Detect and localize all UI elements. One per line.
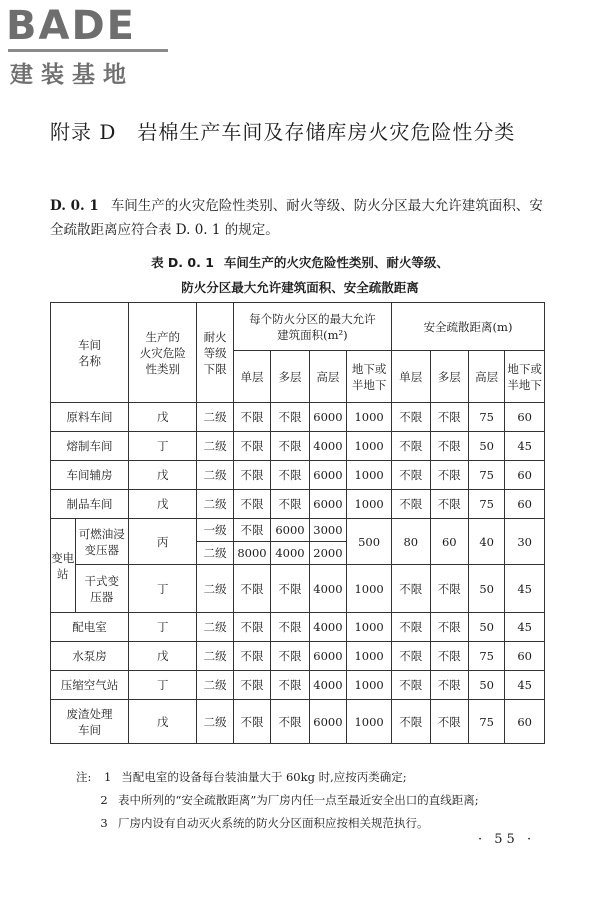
hazard-category: 丁 — [129, 565, 197, 613]
header-evacuation-distance: 安全疏散距离(m) — [392, 303, 545, 351]
area-value: 1000 — [347, 671, 392, 700]
area-value: 不限 — [233, 490, 270, 519]
header-distance-col: 单层 — [392, 351, 430, 403]
area-value: 不限 — [233, 565, 270, 613]
hazard-category: 丁 — [129, 613, 197, 642]
note-item-1 — [76, 766, 556, 789]
table-caption-text1: 车间生产的火灾危险性类别、耐火等级、 — [223, 255, 449, 270]
workshop-name: 制品车间 — [51, 490, 129, 519]
fire-rating: 二级 — [197, 700, 233, 744]
hazard-category: 戊 — [129, 700, 197, 744]
table-header-row — [51, 303, 545, 351]
clause-paragraph — [50, 194, 550, 242]
logo-brand: BADE — [6, 3, 136, 49]
hazard-category: 戊 — [129, 490, 197, 519]
distance-value: 不限 — [392, 565, 430, 613]
header-area-col: 单层 — [233, 351, 270, 403]
notes-label: 注: — [76, 770, 92, 784]
distance-value: 不限 — [392, 671, 430, 700]
area-value: 1000 — [347, 490, 392, 519]
area-value: 不限 — [271, 700, 309, 744]
distance-value: 75 — [469, 490, 505, 519]
fire-hazard-table — [50, 302, 545, 744]
header-area-col: 多层 — [271, 351, 309, 403]
hazard-category: 丙 — [129, 519, 197, 565]
area-value: 不限 — [271, 671, 309, 700]
distance-value: 不限 — [430, 432, 468, 461]
distance-value: 不限 — [430, 565, 468, 613]
appendix-title: 附录 D 岩棉生产车间及存储库房火灾危险性分类 — [50, 120, 516, 144]
fire-rating: 二级 — [197, 403, 233, 432]
distance-value: 75 — [469, 700, 505, 744]
distance-value: 45 — [505, 432, 545, 461]
area-value: 6000 — [309, 700, 346, 744]
area-value: 不限 — [271, 403, 309, 432]
area-value: 不限 — [233, 403, 270, 432]
clause-number: D. 0. 1 — [50, 198, 99, 214]
distance-value: 60 — [505, 403, 545, 432]
note-text: 厂房内设有自动灭火系统的防火分区面积应按相关规范执行。 — [118, 816, 429, 830]
distance-value: 45 — [505, 671, 545, 700]
distance-value: 不限 — [430, 700, 468, 744]
area-value: 4000 — [309, 613, 346, 642]
area-value: 6000 — [309, 642, 346, 671]
table-row — [51, 700, 545, 744]
distance-value: 50 — [469, 432, 505, 461]
table-row — [51, 613, 545, 642]
distance-value: 50 — [469, 613, 505, 642]
workshop-name: 车间辅房 — [51, 461, 129, 490]
header-fire-rating: 耐火 等级 下限 — [197, 303, 233, 403]
table-row — [51, 432, 545, 461]
area-value: 不限 — [233, 700, 270, 744]
table-caption — [50, 250, 550, 300]
distance-value: 80 — [392, 519, 430, 565]
fire-rating: 一级 — [197, 519, 233, 542]
area-value: 1000 — [347, 613, 392, 642]
fire-rating: 二级 — [197, 613, 233, 642]
note-item-2 — [76, 789, 556, 812]
distance-value: 不限 — [430, 613, 468, 642]
area-value: 不限 — [271, 565, 309, 613]
distance-value: 45 — [505, 565, 545, 613]
hazard-category: 丁 — [129, 671, 197, 700]
distance-value: 不限 — [430, 671, 468, 700]
area-value: 不限 — [271, 461, 309, 490]
area-value: 1000 — [347, 565, 392, 613]
area-value: 6000 — [309, 490, 346, 519]
header-workshop: 车间 名称 — [51, 303, 129, 403]
distance-value: 不限 — [430, 490, 468, 519]
clause-text: 车间生产的火灾危险性类别、耐火等级、防火分区最大允许建筑面积、安全疏散距离应符合表 D. 0. 1 的规定。 — [50, 198, 543, 238]
workshop-name: 可燃油浸 变压器 — [75, 519, 128, 565]
distance-value: 50 — [469, 565, 505, 613]
note-text: 表中所列的“安全疏散距离”为厂房内任一点至最近安全出口的直线距离; — [118, 793, 479, 807]
note-number: 2 — [100, 793, 108, 807]
distance-value: 40 — [469, 519, 505, 565]
fire-rating: 二级 — [197, 671, 233, 700]
header-area-col: 高层 — [309, 351, 346, 403]
table-row — [51, 519, 545, 542]
distance-value: 75 — [469, 642, 505, 671]
header-max-area: 每个防火分区的最大允许 建筑面积(m²) — [233, 303, 391, 351]
area-value: 不限 — [271, 490, 309, 519]
hazard-category: 戊 — [129, 403, 197, 432]
header-distance-col: 高层 — [469, 351, 505, 403]
distance-value: 不限 — [392, 432, 430, 461]
distance-value: 不限 — [430, 461, 468, 490]
area-value: 4000 — [271, 542, 309, 565]
area-value: 1000 — [347, 403, 392, 432]
table-row — [51, 403, 545, 432]
distance-value: 75 — [469, 403, 505, 432]
distance-value: 60 — [430, 519, 468, 565]
area-value: 1000 — [347, 642, 392, 671]
logo-subtitle: 建装基地 — [10, 62, 134, 88]
distance-value: 60 — [505, 700, 545, 744]
area-value: 4000 — [309, 565, 346, 613]
fire-rating: 二级 — [197, 565, 233, 613]
area-value: 不限 — [271, 642, 309, 671]
page-number: · 55 · — [478, 832, 536, 847]
workshop-name: 配电室 — [51, 613, 129, 642]
area-value: 8000 — [233, 542, 270, 565]
area-value: 6000 — [309, 403, 346, 432]
area-value: 1000 — [347, 461, 392, 490]
fire-rating: 二级 — [197, 642, 233, 671]
header-distance-col: 多层 — [430, 351, 468, 403]
area-value: 不限 — [271, 613, 309, 642]
table-caption-line2: 防火分区最大允许建筑面积、安全疏散距离 — [181, 280, 419, 295]
area-value: 1000 — [347, 432, 392, 461]
area-value: 不限 — [233, 642, 270, 671]
table-row — [51, 671, 545, 700]
area-value: 2000 — [309, 542, 346, 565]
distance-value: 不限 — [392, 700, 430, 744]
area-value: 不限 — [233, 613, 270, 642]
header-area-col: 地下或 半地下 — [347, 351, 392, 403]
area-value: 不限 — [271, 432, 309, 461]
fire-rating: 二级 — [197, 432, 233, 461]
table-notes — [76, 766, 556, 835]
distance-value: 不限 — [392, 461, 430, 490]
table-row — [51, 461, 545, 490]
hazard-category: 戊 — [129, 461, 197, 490]
fire-rating: 二级 — [197, 490, 233, 519]
workshop-name: 压缩空气站 — [51, 671, 129, 700]
distance-value: 60 — [505, 461, 545, 490]
note-text: 当配电室的设备每台装油量大于 60kg 时,应按丙类确定; — [121, 770, 407, 784]
distance-value: 75 — [469, 461, 505, 490]
area-value: 6000 — [271, 519, 309, 542]
note-number: 3 — [100, 816, 108, 830]
hazard-category: 丁 — [129, 432, 197, 461]
area-value: 6000 — [309, 461, 346, 490]
area-value: 不限 — [233, 432, 270, 461]
area-value: 500 — [347, 519, 392, 565]
area-value: 不限 — [233, 519, 270, 542]
workshop-name: 原料车间 — [51, 403, 129, 432]
workshop-name: 干式变 压器 — [75, 565, 128, 613]
workshop-name: 废渣处理 车间 — [51, 700, 129, 744]
header-hazard-category: 生产的 火灾危险 性类别 — [129, 303, 197, 403]
workshop-name: 熔制车间 — [51, 432, 129, 461]
distance-value: 不限 — [430, 403, 468, 432]
header-distance-col: 地下或 半地下 — [505, 351, 545, 403]
table-row — [51, 490, 545, 519]
distance-value: 45 — [505, 613, 545, 642]
fire-rating: 二级 — [197, 461, 233, 490]
distance-value: 不限 — [392, 613, 430, 642]
distance-value: 50 — [469, 671, 505, 700]
distance-value: 60 — [505, 642, 545, 671]
distance-value: 不限 — [430, 642, 468, 671]
distance-value: 不限 — [392, 642, 430, 671]
area-value: 4000 — [309, 671, 346, 700]
substation-group-label: 变电站 — [51, 519, 76, 613]
distance-value: 30 — [505, 519, 545, 565]
area-value: 1000 — [347, 700, 392, 744]
area-value: 不限 — [233, 671, 270, 700]
distance-value: 不限 — [392, 490, 430, 519]
table-row — [51, 642, 545, 671]
table-caption-line1 — [50, 250, 550, 275]
table-number: 表 D. 0. 1 — [151, 255, 214, 270]
logo — [6, 4, 176, 89]
fire-rating: 二级 — [197, 542, 233, 565]
table-row — [51, 565, 545, 613]
area-value: 3000 — [309, 519, 346, 542]
note-number: 1 — [104, 770, 112, 784]
logo-divider — [8, 49, 168, 52]
distance-value: 60 — [505, 490, 545, 519]
area-value: 不限 — [233, 461, 270, 490]
hazard-category: 戊 — [129, 642, 197, 671]
area-value: 4000 — [309, 432, 346, 461]
distance-value: 不限 — [392, 403, 430, 432]
workshop-name: 水泵房 — [51, 642, 129, 671]
